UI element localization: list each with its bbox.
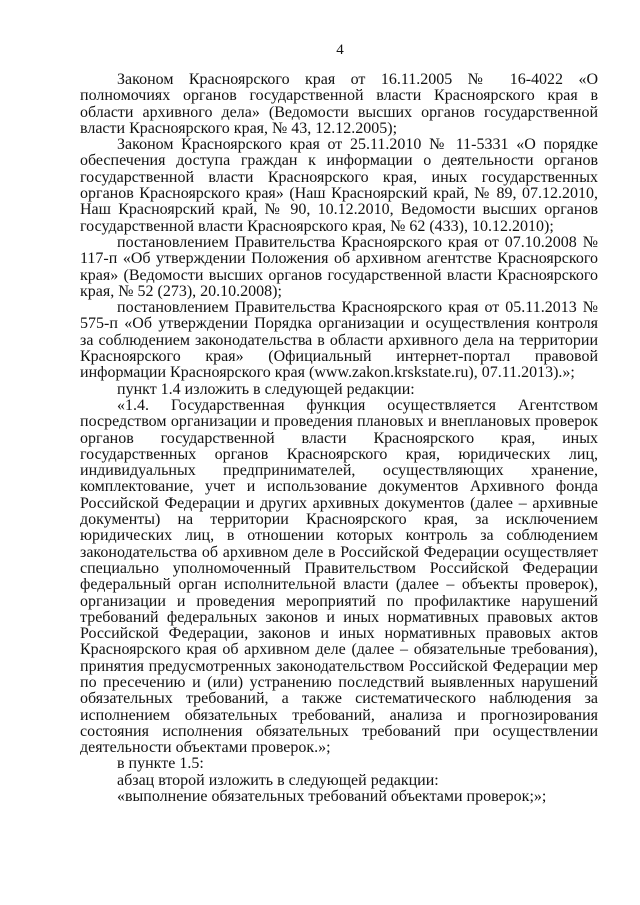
paragraph-resolution-2008: постановлением Правительства Красноярского края от 07.10.2008 № 117-п «Об утверждении Положения об архивном агентстве Красноярского края» (Ведомости высших органов государственной власти Красноярского края, № 52 (273), 20.10.2008);	[80, 233, 598, 300]
document-body	[80, 72, 598, 805]
paragraph-law-2010: Законом Красноярского края от 25.11.2010 № 11-5331 «О порядке обеспечения доступа граждан к информации о деятельности органов государственной власти Красноярского края, иных государственных органов Красноярского края» (Наш Красноярский край, № 89, 07.12.2010, Наш Красноярский край, № 90, 10.12.2010, Ведомости высших органов государственной власти Красноярского края, № 62 (433), 10.12.2010);	[80, 136, 598, 235]
paragraph-item-1-4-text: «1.4. Государственная функция осуществляется Агентством посредством организации и проведения плановых и внеплановых проверок органов государственной власти Красноярского края, иных государственных органов Красноярского края, юридических лиц, индивидуальных предпринимателей, осуществляющих хранение, комплектование, учет и использование документов Архивного фонда Российской Федерации и других архивных документов (далее – архивные документы) на территории Красноярского края, за исключением юридических лиц, в отношении которых контроль за соблюдением законодательства об архивном деле в Российской Федерации осуществляет специально уполномоченный Правительством Российской Федерации федеральный орган исполнительной власти (далее – объекты проверок), организации и проведения мероприятий по профилактике нарушений требований федеральных законов и иных нормативных правовых актов Российской Федерации, законов и иных нормативных правовых актов Красноярского края об архивном деле (далее – обязательные требования), принятия предусмотренных законодательством Российской Федерации мер по пресечению и (или) устранению последствий выявленных нарушений обязательных требований, а также систематического наблюдения за исполнением обязательных требований, анализа и прогнозирования состояния исполнения обязательных требований при осуществлении деятельности объектами проверок.»;	[80, 396, 598, 757]
paragraph-item-1-4-intro: пункт 1.4 изложить в следующей редакции:	[117, 380, 415, 398]
paragraph-second-clause-text: «выполнение обязательных требований объектами проверок;»;	[117, 788, 547, 806]
paragraph-law-2005: Законом Красноярского края от 16.11.2005 № 16-4022 «О полномочиях органов государственной власти Красноярского края в области архивного дела» (Ведомости высших органов государственной власти Красноярского края, № 43, 12.12.2005);	[80, 71, 598, 137]
paragraph-item-1-5-intro: в пункте 1.5:	[117, 755, 204, 773]
page-number: 4	[336, 42, 344, 58]
paragraph-second-clause-intro: абзац второй изложить в следующей редакции:	[117, 771, 439, 789]
paragraph-resolution-2013: постановлением Правительства Красноярского края от 05.11.2013 № 575-п «Об утверждении Порядка организации и осуществления контроля за соблюдением законодательства в области архивного дела на территории Красноярского края» (Официальный интернет-портал правовой информации Красноярского края (www.zakon.krskstate.ru), 07.11.2013).»;	[80, 299, 598, 382]
